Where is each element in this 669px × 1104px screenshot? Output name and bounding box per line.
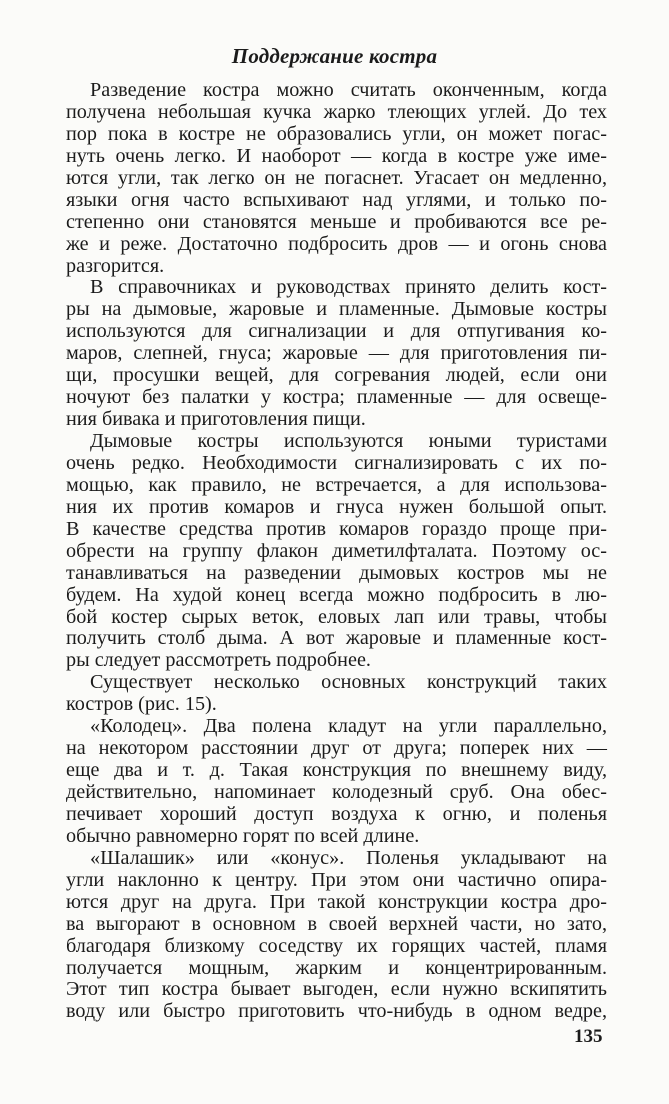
text-line: «Шалашик» или «конус». Поленья укладывают на [90, 846, 607, 869]
text-line: танавливаться на разведении дымовых костров мы не [66, 561, 607, 584]
text-line: получить столб дыма. А вот жаровые и пламенные кост- [66, 627, 607, 650]
text-line: на некотором расстоянии друг от друга; поперек них — [66, 737, 607, 760]
text-line: разгорится. [66, 254, 165, 277]
text-line: очень редко. Необходимости сигнализировать с их по- [66, 451, 607, 474]
text-line: будем. На худой конец всегда можно подбросить в лю- [66, 583, 607, 606]
text-line: ры следует рассмотреть подробнее. [66, 649, 371, 672]
text-line: Разведение костра можно считать оконченным, когда [90, 79, 607, 101]
text-line: обрести на группу флакон диметилфталата. Поэтому ос- [66, 539, 607, 562]
text-line: благодаря близкому соседству их горящих частей, пламя [66, 934, 607, 957]
text-line: языки огня часто вспыхивают над углями, и только по- [66, 188, 607, 211]
text-line: В справочниках и руководствах принято делить кост- [90, 276, 607, 299]
text-line: ва выгорают в основном в своей верхней части, но зато, [66, 912, 607, 935]
text-line: бой костер сырых веток, еловых лап или травы, чтобы [66, 605, 607, 628]
text-line: обычно равномерно горят по всей длине. [66, 824, 420, 847]
text-line: костров (рис. 15). [66, 693, 217, 716]
text-line: маров, слепней, гнуса; жаровые — для приготовления пи- [66, 342, 607, 365]
text-line: ночуют без палатки у костра; пламенные — для освеще- [66, 386, 607, 409]
text-line: пор пока в костре не образовались угли, он может погас- [66, 122, 607, 145]
text-line: ются друг на друга. При такой конструкции костра дро- [66, 890, 607, 913]
text-line: воду или быстро приготовить что-нибудь в одном ведре, [66, 1000, 607, 1023]
text-line: угли наклонно к центру. При этом они частично опира- [66, 868, 607, 891]
text-line: ния бивака и приготовления пищи. [66, 408, 366, 431]
text-line: нуть очень легко. И наоборот — когда в костре уже име- [66, 144, 607, 167]
text-line: получена небольшая кучка жарко тлеющих углей. До тех [66, 100, 607, 123]
body-text [66, 80, 607, 1023]
text-line: Существует несколько основных конструкций таких [90, 671, 607, 694]
text-line: ются угли, так легко он не погаснет. Угасает он медленно, [66, 166, 607, 189]
section-title: Поддержание костра [231, 44, 438, 68]
text-line: еще два и т. д. Такая конструкция по внешнему виду, [66, 759, 607, 782]
text-line: действительно, напоминает колодезный сруб. Она обес- [66, 781, 607, 803]
text-line: В качестве средства против комаров гораздо проще при- [66, 517, 607, 540]
text-line: щи, просушки вещей, для согревания людей, если они [66, 364, 607, 387]
text-line: используются для сигнализации и для отпугивания ко- [66, 320, 607, 343]
text-line: ры на дымовые, жаровые и пламенные. Дымовые костры [66, 298, 607, 321]
text-line: степенно они становятся меньше и пробиваются все ре- [66, 210, 607, 233]
text-line: Этот тип костра бывает выгоден, если нужно вскипятить [66, 978, 607, 1001]
text-line: же и реже. Достаточно подбросить дров — и огонь снова [66, 232, 607, 255]
text-line: ния их против комаров и гнуса нужен большой опыт. [66, 495, 607, 518]
text-line: Дымовые костры используются юными туристами [90, 430, 607, 452]
text-line: «Колодец». Два полена кладут на угли параллельно, [90, 715, 607, 738]
page-number: 135 [574, 1026, 603, 1047]
text-line: мощью, как правило, не встречается, а для использова- [66, 473, 607, 496]
text-line: получается мощным, жарким и концентрированным. [66, 956, 607, 979]
text-line: печивает хороший доступ воздуха к огню, и поленья [66, 802, 607, 825]
